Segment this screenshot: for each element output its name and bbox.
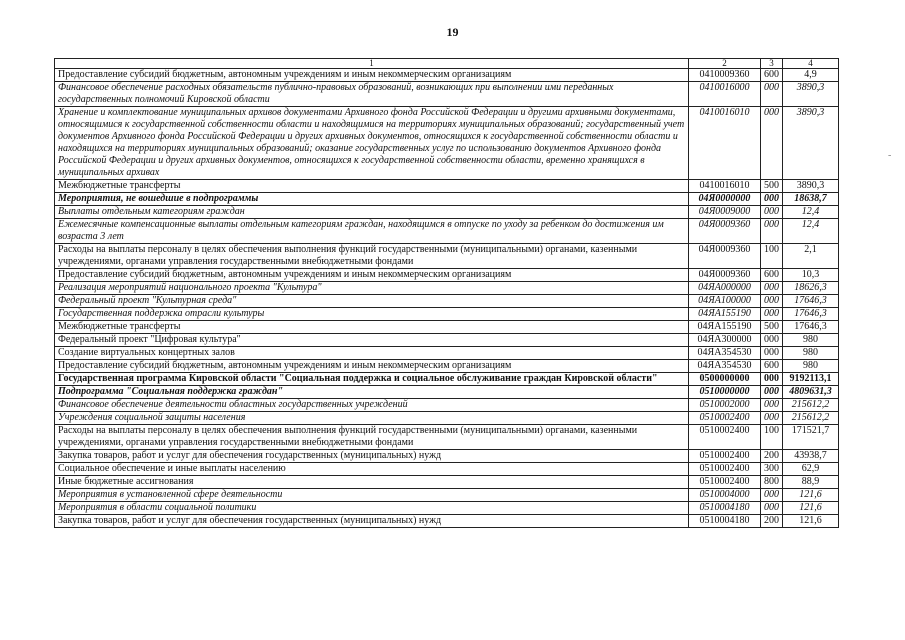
row-code-cell: 04ЯА155190: [689, 321, 761, 334]
row-name-cell: Федеральный проект "Культурная среда": [55, 295, 689, 308]
header-col-name: 1: [55, 59, 689, 69]
table-row: [55, 386, 839, 399]
row-type-cell: 600: [761, 269, 783, 282]
row-type-cell: 000: [761, 489, 783, 502]
table-row: [55, 206, 839, 219]
row-sum-cell: 121,6: [783, 502, 839, 515]
row-sum-cell: 3890,3: [783, 180, 839, 193]
row-code-cell: 0510004000: [689, 489, 761, 502]
row-code-cell: 0510002400: [689, 476, 761, 489]
row-name-cell: Социальное обеспечение и иные выплаты населению: [55, 463, 689, 476]
row-sum-cell: 3890,3: [783, 107, 839, 180]
row-sum-cell: 9192113,1: [783, 373, 839, 386]
row-sum-cell: 10,3: [783, 269, 839, 282]
table-row: [55, 82, 839, 107]
table-row: [55, 295, 839, 308]
row-type-cell: 000: [761, 206, 783, 219]
row-name-cell: Государственная поддержка отрасли культуры: [55, 308, 689, 321]
row-code-cell: 0510002400: [689, 463, 761, 476]
row-type-cell: 100: [761, 244, 783, 269]
row-type-cell: 000: [761, 219, 783, 244]
row-type-cell: 500: [761, 180, 783, 193]
row-type-cell: 000: [761, 399, 783, 412]
row-code-cell: 0510002400: [689, 450, 761, 463]
table-header-row: [55, 59, 839, 69]
row-sum-cell: 17646,3: [783, 308, 839, 321]
table-row: [55, 489, 839, 502]
row-sum-cell: 980: [783, 334, 839, 347]
row-type-cell: 600: [761, 69, 783, 82]
row-sum-cell: 4,9: [783, 69, 839, 82]
table-row: [55, 282, 839, 295]
row-type-cell: 000: [761, 295, 783, 308]
table-row: [55, 412, 839, 425]
row-type-cell: 000: [761, 282, 783, 295]
table-row: [55, 321, 839, 334]
row-type-cell: 000: [761, 334, 783, 347]
row-name-cell: Государственная программа Кировской области "Социальная поддержка и социальное обслуживание граждан Кировской области": [55, 373, 689, 386]
row-sum-cell: 980: [783, 360, 839, 373]
table-row: [55, 334, 839, 347]
table-row: [55, 399, 839, 412]
row-type-cell: 800: [761, 476, 783, 489]
row-name-cell: Федеральный проект "Цифровая культура": [55, 334, 689, 347]
row-name-cell: Мероприятия в установленной сфере деятельности: [55, 489, 689, 502]
table-row: [55, 180, 839, 193]
row-sum-cell: 18626,3: [783, 282, 839, 295]
row-code-cell: 0510002400: [689, 425, 761, 450]
row-name-cell: Предоставление субсидий бюджетным, автономным учреждениям и иным некоммерческим организациям: [55, 69, 689, 82]
row-name-cell: Закупка товаров, работ и услуг для обеспечения государственных (муниципальных) нужд: [55, 515, 689, 528]
row-code-cell: 04Я0009360: [689, 219, 761, 244]
row-type-cell: 000: [761, 373, 783, 386]
table-row: [55, 425, 839, 450]
row-name-cell: Расходы на выплаты персоналу в целях обеспечения выполнения функций государственными (муниципальными) органами, казенными учреждениями, органами управления государственными внебюджетными фондами: [55, 425, 689, 450]
row-sum-cell: 3890,3: [783, 82, 839, 107]
row-name-cell: Подпрограмма "Социальная поддержка граждан": [55, 386, 689, 399]
row-name-cell: Создание виртуальных концертных залов: [55, 347, 689, 360]
table-row: [55, 502, 839, 515]
table-row: [55, 360, 839, 373]
row-name-cell: Расходы на выплаты персоналу в целях обеспечения выполнения функций государственными (муниципальными) органами, казенными учреждениями, органами управления государственными внебюджетными фондами: [55, 244, 689, 269]
table-row: [55, 515, 839, 528]
row-code-cell: 04ЯА000000: [689, 282, 761, 295]
row-name-cell: Реализация мероприятий национального проекта "Культура": [55, 282, 689, 295]
row-sum-cell: 17646,3: [783, 295, 839, 308]
header-col-code: 2: [689, 59, 761, 69]
row-type-cell: 600: [761, 360, 783, 373]
table-row: [55, 308, 839, 321]
row-name-cell: Учреждения социальной защиты населения: [55, 412, 689, 425]
row-name-cell: Мероприятия, не вошедшие в подпрограммы: [55, 193, 689, 206]
row-name-cell: Предоставление субсидий бюджетным, автономным учреждениям и иным некоммерческим организациям: [55, 269, 689, 282]
row-type-cell: 000: [761, 412, 783, 425]
row-name-cell: Межбюджетные трансферты: [55, 180, 689, 193]
row-code-cell: 04Я0000000: [689, 193, 761, 206]
row-type-cell: 000: [761, 386, 783, 399]
header-col-type: 3: [761, 59, 783, 69]
row-name-cell: Мероприятия в области социальной политики: [55, 502, 689, 515]
row-code-cell: 0410016010: [689, 107, 761, 180]
row-sum-cell: 12,4: [783, 206, 839, 219]
row-name-cell: Межбюджетные трансферты: [55, 321, 689, 334]
row-code-cell: 0410016010: [689, 180, 761, 193]
row-type-cell: 100: [761, 425, 783, 450]
table-row: [55, 450, 839, 463]
table-row: [55, 269, 839, 282]
row-type-cell: 500: [761, 321, 783, 334]
row-name-cell: Предоставление субсидий бюджетным, автономным учреждениям и иным некоммерческим организациям: [55, 360, 689, 373]
row-type-cell: 000: [761, 193, 783, 206]
row-name-cell: Иные бюджетные ассигнования: [55, 476, 689, 489]
row-sum-cell: 62,9: [783, 463, 839, 476]
row-type-cell: 000: [761, 502, 783, 515]
table-row: [55, 219, 839, 244]
row-name-cell: Финансовое обеспечение расходных обязательств публично-правовых образований, возникающих при выполнении ими переданных государственных полномочий Кировской области: [55, 82, 689, 107]
row-sum-cell: 18638,7: [783, 193, 839, 206]
row-code-cell: 04ЯА300000: [689, 334, 761, 347]
row-type-cell: 200: [761, 515, 783, 528]
row-code-cell: 0500000000: [689, 373, 761, 386]
header-col-sum: 4: [783, 59, 839, 69]
row-type-cell: 200: [761, 450, 783, 463]
row-sum-cell: 17646,3: [783, 321, 839, 334]
table-row: [55, 107, 839, 180]
row-code-cell: 04Я0009000: [689, 206, 761, 219]
row-name-cell: Финансовое обеспечение деятельности областных государственных учреждений: [55, 399, 689, 412]
table-row: [55, 244, 839, 269]
row-sum-cell: 980: [783, 347, 839, 360]
row-sum-cell: 121,6: [783, 515, 839, 528]
row-type-cell: 300: [761, 463, 783, 476]
budget-table: [54, 58, 839, 528]
row-type-cell: 000: [761, 82, 783, 107]
row-sum-cell: 12,4: [783, 219, 839, 244]
row-code-cell: 0510000000: [689, 386, 761, 399]
row-code-cell: 0410009360: [689, 69, 761, 82]
table-row: [55, 463, 839, 476]
table-row: [55, 69, 839, 82]
row-sum-cell: 171521,7: [783, 425, 839, 450]
row-type-cell: 000: [761, 308, 783, 321]
margin-mark: ‐: [888, 150, 892, 161]
row-name-cell: Хранение и комплектование муниципальных архивов документами Архивного фонда Российской Федерации и другими архивными документами, относящимися к государственной собственности области и находящимися на территориях муниципальных образований; государственный учет документов Архивного фонда Российской Федерации и других архивных документов, относящихся к государственной собственности области и находящихся на территориях муниципальных образований; оказание государственных услуг по использованию документов Архивного фонда Российской Федерации и других архивных документов, относящихся к государственной собственности области, временно хранящихся в муниципальных архивах: [55, 107, 689, 180]
row-name-cell: Выплаты отдельным категориям граждан: [55, 206, 689, 219]
row-sum-cell: 2,1: [783, 244, 839, 269]
table-row: [55, 193, 839, 206]
row-code-cell: 04ЯА354530: [689, 347, 761, 360]
row-code-cell: 0510004180: [689, 502, 761, 515]
row-code-cell: 0510002000: [689, 399, 761, 412]
row-sum-cell: 88,9: [783, 476, 839, 489]
page-number: 19: [446, 25, 459, 39]
row-type-cell: 000: [761, 107, 783, 180]
row-code-cell: 04ЯА155190: [689, 308, 761, 321]
row-sum-cell: 4809631,3: [783, 386, 839, 399]
table-row: [55, 347, 839, 360]
row-sum-cell: 43938,7: [783, 450, 839, 463]
row-code-cell: 04Я0009360: [689, 244, 761, 269]
row-sum-cell: 215612,2: [783, 412, 839, 425]
row-sum-cell: 121,6: [783, 489, 839, 502]
row-code-cell: 04ЯА354530: [689, 360, 761, 373]
table-row: [55, 476, 839, 489]
row-type-cell: 000: [761, 347, 783, 360]
row-code-cell: 04ЯА100000: [689, 295, 761, 308]
row-name-cell: Ежемесячные компенсационные выплаты отдельным категориям граждан, находящимся в отпуске по уходу за ребенком до достижения им возраста 3 лет: [55, 219, 689, 244]
row-code-cell: 0510004180: [689, 515, 761, 528]
table-row: [55, 373, 839, 386]
row-code-cell: 0410016000: [689, 82, 761, 107]
row-sum-cell: 215612,2: [783, 399, 839, 412]
row-code-cell: 04Я0009360: [689, 269, 761, 282]
row-code-cell: 0510002400: [689, 412, 761, 425]
row-name-cell: Закупка товаров, работ и услуг для обеспечения государственных (муниципальных) нужд: [55, 450, 689, 463]
